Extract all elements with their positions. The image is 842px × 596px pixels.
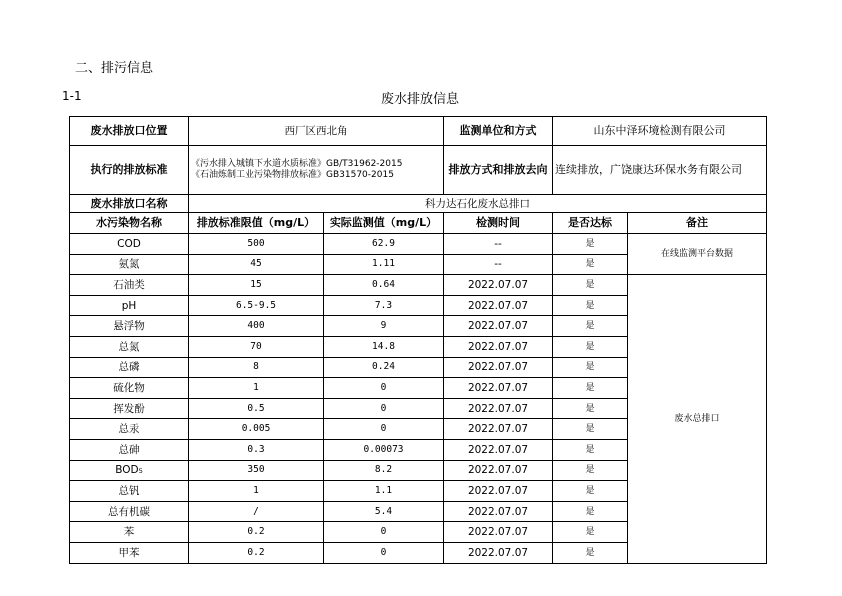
pollutant-name: 总砷 bbox=[70, 439, 189, 460]
pollutant-name: 甲苯 bbox=[70, 542, 189, 563]
measured-value: 62.9 bbox=[324, 234, 444, 255]
measured-value: 0 bbox=[324, 419, 444, 440]
limit-value: 15 bbox=[189, 275, 324, 296]
table-number: 1-1 bbox=[62, 89, 82, 103]
compliance-status: 是 bbox=[553, 357, 628, 378]
limit-value: 0.2 bbox=[189, 522, 324, 543]
pollutant-name: 硫化物 bbox=[70, 378, 189, 399]
pollutant-name: 苯 bbox=[70, 522, 189, 543]
pollutant-name: 总磷 bbox=[70, 357, 189, 378]
measured-value: 0.24 bbox=[324, 357, 444, 378]
column-header: 排放标准限值（mg/L） bbox=[189, 213, 324, 234]
pollutant-name: BOD₅ bbox=[70, 460, 189, 481]
test-date: 2022.07.07 bbox=[444, 336, 553, 357]
info-row-outlet-name bbox=[70, 195, 767, 213]
column-header-row bbox=[70, 213, 767, 234]
limit-value: 0.5 bbox=[189, 398, 324, 419]
compliance-status: 是 bbox=[553, 419, 628, 440]
measured-value: 1.11 bbox=[324, 254, 444, 275]
compliance-status: 是 bbox=[553, 439, 628, 460]
column-header: 是否达标 bbox=[553, 213, 628, 234]
standard-value bbox=[189, 146, 444, 195]
monitor-unit-label: 监测单位和方式 bbox=[444, 117, 553, 146]
limit-value: / bbox=[189, 501, 324, 522]
column-header: 检测时间 bbox=[444, 213, 553, 234]
compliance-status: 是 bbox=[553, 378, 628, 399]
table-title: 废水排放信息 bbox=[381, 92, 460, 107]
compliance-status: 是 bbox=[553, 398, 628, 419]
limit-value: 350 bbox=[189, 460, 324, 481]
compliance-status: 是 bbox=[553, 481, 628, 502]
test-date: 2022.07.07 bbox=[444, 316, 553, 337]
compliance-status: 是 bbox=[553, 501, 628, 522]
test-date: 2022.07.07 bbox=[444, 460, 553, 481]
compliance-status: 是 bbox=[553, 316, 628, 337]
limit-value: 400 bbox=[189, 316, 324, 337]
limit-value: 1 bbox=[189, 481, 324, 502]
wastewater-discharge-table bbox=[69, 116, 767, 564]
discharge-method-value: 连续排放，广饶康达环保水务有限公司 bbox=[553, 146, 767, 195]
measured-value: 7.3 bbox=[324, 295, 444, 316]
table-row bbox=[70, 234, 767, 255]
compliance-status: 是 bbox=[553, 336, 628, 357]
pollutant-name: 挥发酚 bbox=[70, 398, 189, 419]
compliance-status: 是 bbox=[553, 542, 628, 563]
measured-value: 0.64 bbox=[324, 275, 444, 296]
compliance-status: 是 bbox=[553, 295, 628, 316]
monitor-unit-value: 山东中泽环境检测有限公司 bbox=[553, 117, 767, 146]
compliance-status: 是 bbox=[553, 275, 628, 296]
test-date: -- bbox=[444, 234, 553, 255]
pollutant-name: 总汞 bbox=[70, 419, 189, 440]
standard-line-2: 《石油炼制工业污染物排放标准》GB31570-2015 bbox=[191, 170, 394, 180]
limit-value: 8 bbox=[189, 357, 324, 378]
outlet-location-value: 西厂区西北角 bbox=[189, 117, 444, 146]
limit-value: 1 bbox=[189, 378, 324, 399]
outlet-name-value: 科力达石化废水总排口 bbox=[189, 195, 767, 213]
test-date: 2022.07.07 bbox=[444, 398, 553, 419]
outlet-location-label: 废水排放口位置 bbox=[70, 117, 189, 146]
test-date: 2022.07.07 bbox=[444, 542, 553, 563]
limit-value: 0.2 bbox=[189, 542, 324, 563]
pollutant-name: 总有机碳 bbox=[70, 501, 189, 522]
pollutant-name: 总氮 bbox=[70, 336, 189, 357]
test-date: 2022.07.07 bbox=[444, 357, 553, 378]
limit-value: 6.5-9.5 bbox=[189, 295, 324, 316]
limit-value: 70 bbox=[189, 336, 324, 357]
measured-value: 5.4 bbox=[324, 501, 444, 522]
measured-value: 0 bbox=[324, 522, 444, 543]
column-header: 实际监测值（mg/L） bbox=[324, 213, 444, 234]
column-header: 备注 bbox=[628, 213, 767, 234]
measured-value: 9 bbox=[324, 316, 444, 337]
pollutant-name: pH bbox=[70, 295, 189, 316]
compliance-status: 是 bbox=[553, 460, 628, 481]
pollutant-name: 总钒 bbox=[70, 481, 189, 502]
compliance-status: 是 bbox=[553, 234, 628, 255]
test-date: 2022.07.07 bbox=[444, 275, 553, 296]
info-row-standard bbox=[70, 146, 767, 195]
table-row bbox=[70, 275, 767, 296]
limit-value: 0.005 bbox=[189, 419, 324, 440]
measured-value: 0 bbox=[324, 542, 444, 563]
measured-value: 0 bbox=[324, 398, 444, 419]
info-row-location bbox=[70, 117, 767, 146]
measured-value: 1.1 bbox=[324, 481, 444, 502]
test-date: 2022.07.07 bbox=[444, 481, 553, 502]
pollutant-name: COD bbox=[70, 234, 189, 255]
measured-value: 8.2 bbox=[324, 460, 444, 481]
measured-value: 0 bbox=[324, 378, 444, 399]
test-date: 2022.07.07 bbox=[444, 501, 553, 522]
compliance-status: 是 bbox=[553, 254, 628, 275]
test-date: 2022.07.07 bbox=[444, 295, 553, 316]
measured-value: 0.00073 bbox=[324, 439, 444, 460]
pollutant-name: 悬浮物 bbox=[70, 316, 189, 337]
limit-value: 0.3 bbox=[189, 439, 324, 460]
standard-line-1: 《污水排入城镇下水道水质标准》GB/T31962-2015 bbox=[191, 159, 403, 169]
measured-value: 14.8 bbox=[324, 336, 444, 357]
test-date: 2022.07.07 bbox=[444, 419, 553, 440]
standard-label: 执行的排放标准 bbox=[70, 146, 189, 195]
discharge-method-label: 排放方式和排放去向 bbox=[444, 146, 553, 195]
test-date: 2022.07.07 bbox=[444, 439, 553, 460]
compliance-status: 是 bbox=[553, 522, 628, 543]
limit-value: 500 bbox=[189, 234, 324, 255]
remark-online: 在线监测平台数据 bbox=[628, 234, 767, 275]
limit-value: 45 bbox=[189, 254, 324, 275]
test-date: -- bbox=[444, 254, 553, 275]
test-date: 2022.07.07 bbox=[444, 522, 553, 543]
pollutant-name: 氨氮 bbox=[70, 254, 189, 275]
pollutant-name: 石油类 bbox=[70, 275, 189, 296]
column-header: 水污染物名称 bbox=[70, 213, 189, 234]
outlet-name-label: 废水排放口名称 bbox=[70, 195, 189, 213]
section-heading: 二、排污信息 bbox=[75, 61, 154, 76]
remark-outlet: 废水总排口 bbox=[628, 275, 767, 563]
test-date: 2022.07.07 bbox=[444, 378, 553, 399]
